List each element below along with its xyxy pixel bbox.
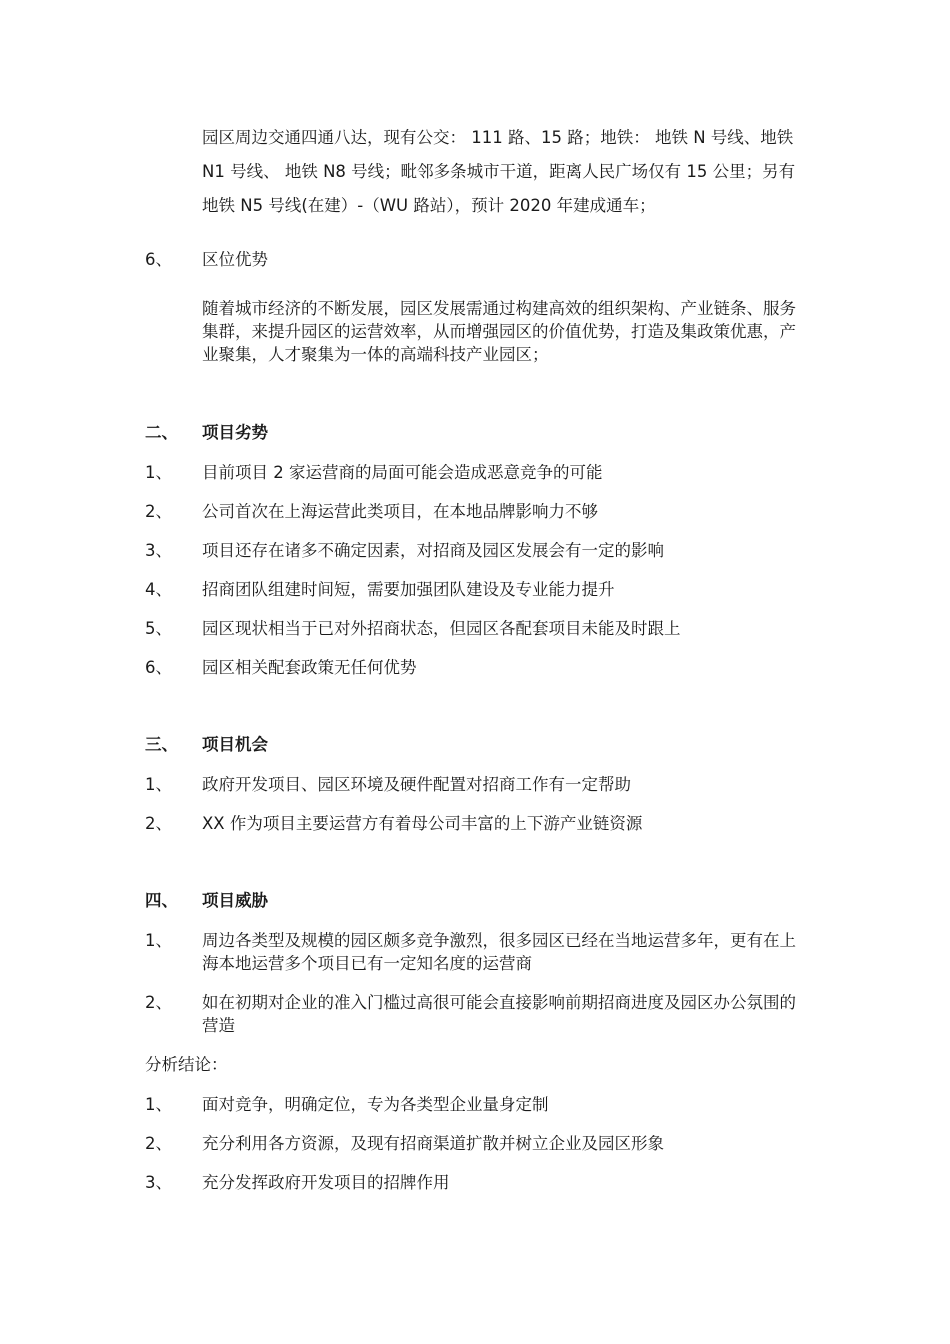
item-number: 6、 xyxy=(145,250,172,269)
item-number: 2、 xyxy=(145,502,172,521)
item-text: 招商团队组建时间短，需要加强团队建设及专业能力提升 xyxy=(202,580,615,599)
list-item xyxy=(145,578,805,602)
item-number: 2、 xyxy=(145,1134,172,1153)
section-number: 四、 xyxy=(145,891,178,910)
list-item xyxy=(145,656,805,680)
list-item xyxy=(145,929,805,973)
item-number: 1、 xyxy=(145,931,172,950)
list-item xyxy=(145,1132,805,1156)
item-number: 2、 xyxy=(145,814,172,833)
section-heading-weakness xyxy=(145,421,805,445)
item-number: 1、 xyxy=(145,775,172,794)
list-item xyxy=(145,773,805,797)
item-text: 如在初期对企业的准入门槛过高很可能会直接影响前期招商进度及园区办公氛围的营造 xyxy=(202,993,796,1035)
item-text: 区位优势 xyxy=(202,250,268,269)
section-number: 二、 xyxy=(145,423,178,442)
item-text: XX 作为项目主要运营方有着母公司丰富的上下游产业链资源 xyxy=(202,814,643,833)
item-text: 周边各类型及规模的园区颇多竞争激烈，很多园区已经在当地运营多年，更有在上海本地运营多个项目已有一定知名度的运营商 xyxy=(202,931,796,973)
item-text: 充分发挥政府开发项目的招牌作用 xyxy=(202,1173,450,1192)
location-advantage-paragraph: 随着城市经济的不断发展，园区发展需通过构建高效的组织架构、产业链条、服务集群，来提升园区的运营效率，从而增强园区的价值优势，打造及集政策优惠，产业聚集，人才聚集为一体的高端科技产业园区； xyxy=(202,299,796,364)
item-number: 1、 xyxy=(145,1095,172,1114)
item-number: 5、 xyxy=(145,619,172,638)
conclusion-label: 分析结论： xyxy=(145,1055,228,1074)
list-item xyxy=(145,461,805,485)
list-item xyxy=(145,991,805,1035)
item-number: 3、 xyxy=(145,541,172,560)
section-number: 三、 xyxy=(145,735,178,754)
list-item xyxy=(145,539,805,563)
item-text: 公司首次在上海运营此类项目，在本地品牌影响力不够 xyxy=(202,502,598,521)
list-item xyxy=(145,1093,805,1117)
traffic-paragraph: 园区周边交通四通八达，现有公交： 111 路、15 路；地铁： 地铁 N 号线、地铁 N1 号线、 地铁 N8 号线；毗邻多条城市干道，距离人民广场仅有 15 公里；另有地铁 N5 号线(在建）-（WU 路站），预计 2020 年建成通车； xyxy=(202,128,796,215)
section-heading-threat xyxy=(145,889,805,913)
item-text: 园区现状相当于已对外招商状态，但园区各配套项目未能及时跟上 xyxy=(202,619,681,638)
item-text: 政府开发项目、园区环境及硬件配置对招商工作有一定帮助 xyxy=(202,775,631,794)
section-title: 项目威胁 xyxy=(202,891,268,910)
item-number: 4、 xyxy=(145,580,172,599)
item-text: 目前项目 2 家运营商的局面可能会造成恶意竞争的可能 xyxy=(202,463,603,482)
section-title: 项目劣势 xyxy=(202,423,268,442)
item-text: 项目还存在诸多不确定因素，对招商及园区发展会有一定的影响 xyxy=(202,541,664,560)
list-item xyxy=(145,1171,805,1195)
list-item xyxy=(145,617,805,641)
item-number: 6、 xyxy=(145,658,172,677)
section-title: 项目机会 xyxy=(202,735,268,754)
advantage-item-6 xyxy=(145,248,805,272)
item-number: 2、 xyxy=(145,993,172,1012)
item-text: 面对竞争，明确定位，专为各类型企业量身定制 xyxy=(202,1095,549,1114)
item-text: 充分利用各方资源，及现有招商渠道扩散并树立企业及园区形象 xyxy=(202,1134,664,1153)
list-item xyxy=(145,812,805,836)
section-heading-opportunity xyxy=(145,733,805,757)
list-item xyxy=(145,500,805,524)
item-text: 园区相关配套政策无任何优势 xyxy=(202,658,417,677)
item-number: 3、 xyxy=(145,1173,172,1192)
item-number: 1、 xyxy=(145,463,172,482)
